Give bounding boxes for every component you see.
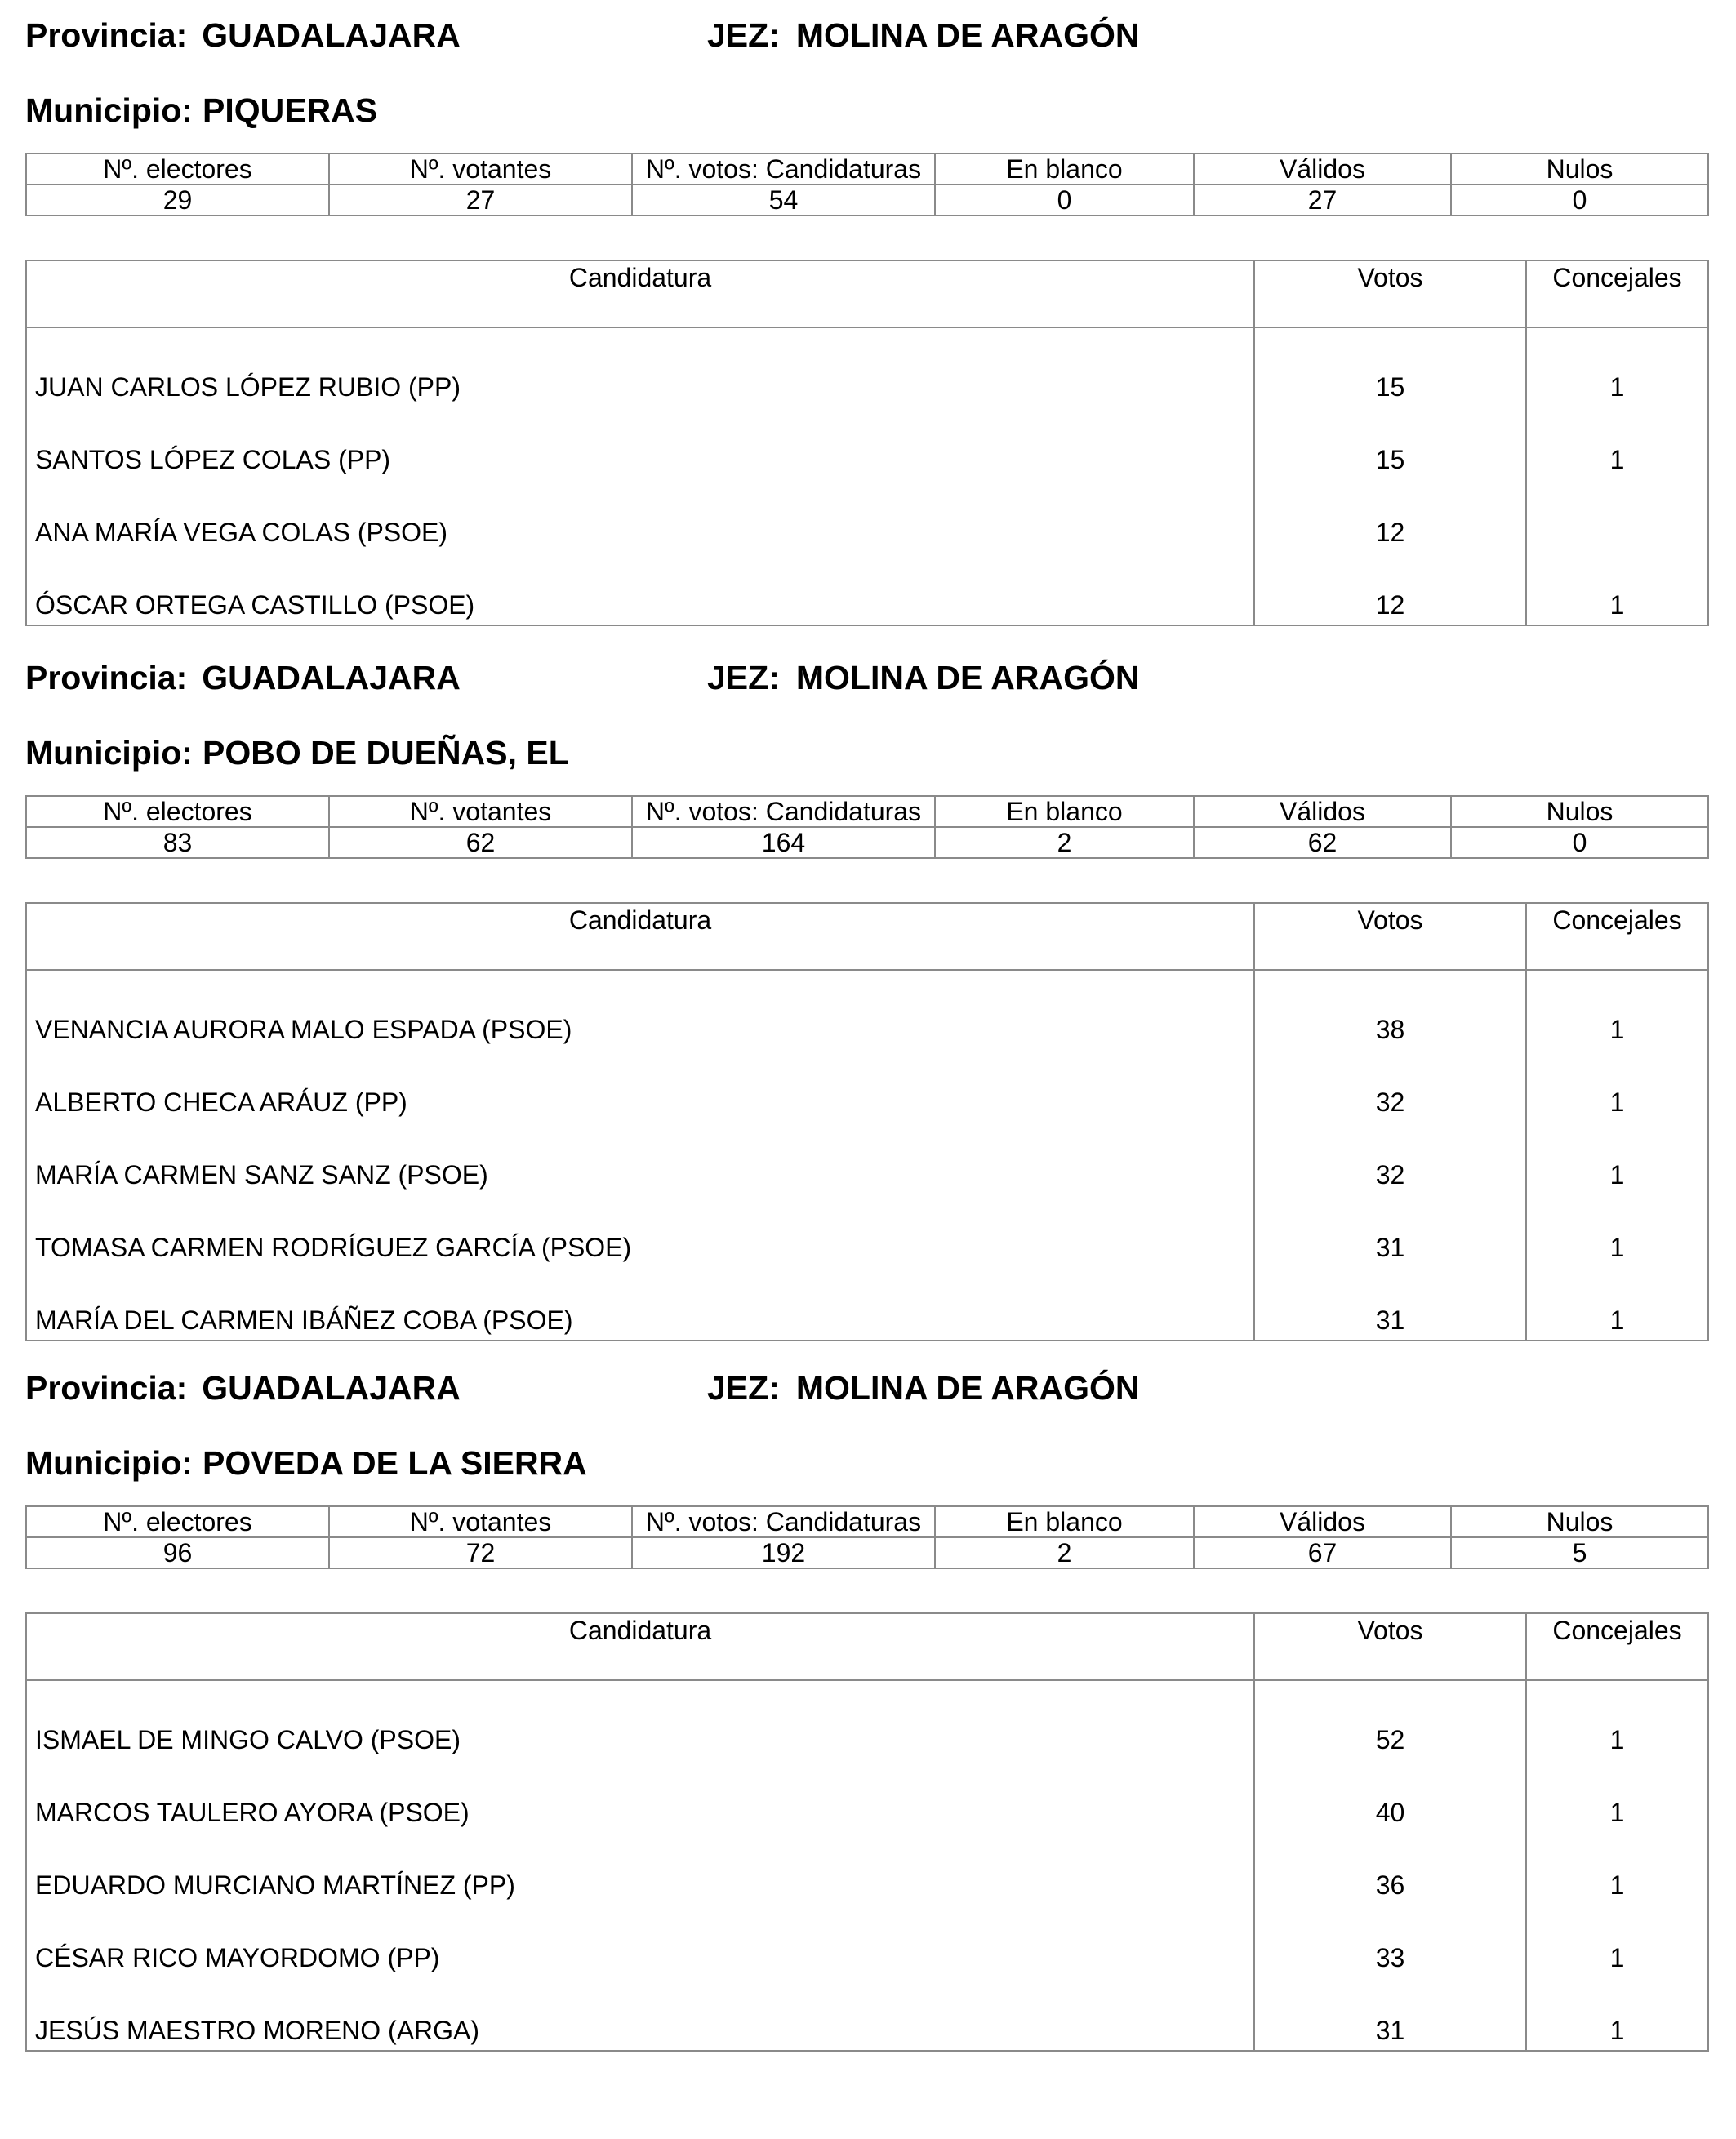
stats-values-row <box>26 1537 1708 1568</box>
candidate-row <box>26 970 1708 1049</box>
jez-label: JEZ: <box>707 1369 780 1407</box>
candidate-row <box>26 1267 1708 1341</box>
candidates-header-row <box>26 260 1708 327</box>
candidate-name: MARÍA DEL CARMEN IBÁÑEZ COBA (PSOE) <box>26 1267 1254 1341</box>
stat-value-electores: 29 <box>26 185 329 216</box>
column-header-votos: Votos <box>1254 1613 1526 1680</box>
stat-header-votantes: Nº. votantes <box>329 153 632 185</box>
municipio-value: POVEDA DE LA SIERRA <box>202 1444 587 1482</box>
stat-header-nulos: Nulos <box>1451 796 1708 827</box>
stat-value-nulos: 0 <box>1451 185 1708 216</box>
provincia-header <box>25 657 461 698</box>
jez-header <box>707 1367 1139 1408</box>
candidate-votos: 32 <box>1254 1122 1526 1194</box>
candidate-row <box>26 1049 1708 1122</box>
stats-header-row <box>26 1506 1708 1537</box>
candidate-concejales: 1 <box>1526 1977 1708 2051</box>
jez-header <box>707 15 1139 56</box>
stat-header-votos-candidaturas: Nº. votos: Candidaturas <box>632 153 935 185</box>
candidate-row <box>26 407 1708 479</box>
candidate-row <box>26 1905 1708 1977</box>
stat-header-validos: Válidos <box>1194 1506 1451 1537</box>
candidate-votos: 12 <box>1254 479 1526 552</box>
candidate-name: SANTOS LÓPEZ COLAS (PP) <box>26 407 1254 479</box>
jez-value: MOLINA DE ARAGÓN <box>795 659 1140 696</box>
stat-value-votantes: 72 <box>329 1537 632 1568</box>
stat-header-electores: Nº. electores <box>26 153 329 185</box>
stat-header-nulos: Nulos <box>1451 153 1708 185</box>
candidate-votos: 40 <box>1254 1759 1526 1832</box>
candidates-table <box>25 902 1709 1341</box>
candidate-votos: 33 <box>1254 1905 1526 1977</box>
stat-value-nulos: 5 <box>1451 1537 1708 1568</box>
stat-header-votantes: Nº. votantes <box>329 796 632 827</box>
candidate-votos: 31 <box>1254 1977 1526 2051</box>
candidates-table <box>25 1612 1709 2052</box>
candidate-name: JUAN CARLOS LÓPEZ RUBIO (PP) <box>26 327 1254 407</box>
provincia-header <box>25 15 461 56</box>
jez-label: JEZ: <box>707 16 780 54</box>
candidate-votos: 12 <box>1254 552 1526 625</box>
municipio-header <box>25 732 569 773</box>
municipio-label: Municipio: <box>25 1444 193 1482</box>
provincia-value: GUADALAJARA <box>202 16 461 54</box>
stat-value-electores: 83 <box>26 827 329 858</box>
candidate-row <box>26 1194 1708 1267</box>
stat-value-en-blanco: 0 <box>935 185 1194 216</box>
candidate-concejales: 1 <box>1526 1759 1708 1832</box>
column-header-votos: Votos <box>1254 260 1526 327</box>
column-header-concejales: Concejales <box>1526 903 1708 970</box>
provincia-label: Provincia: <box>25 1369 188 1407</box>
candidate-name: TOMASA CARMEN RODRÍGUEZ GARCÍA (PSOE) <box>26 1194 1254 1267</box>
stats-table <box>25 153 1709 216</box>
candidate-votos: 15 <box>1254 327 1526 407</box>
provincia-value: GUADALAJARA <box>202 659 461 696</box>
provincia-label: Provincia: <box>25 16 188 54</box>
stat-header-electores: Nº. electores <box>26 1506 329 1537</box>
stats-header-row <box>26 153 1708 185</box>
municipio-label: Municipio: <box>25 734 193 772</box>
stat-value-nulos: 0 <box>1451 827 1708 858</box>
candidate-votos: 36 <box>1254 1832 1526 1905</box>
column-header-votos: Votos <box>1254 903 1526 970</box>
candidate-votos: 31 <box>1254 1267 1526 1341</box>
candidate-votos: 15 <box>1254 407 1526 479</box>
stat-header-votos-candidaturas: Nº. votos: Candidaturas <box>632 1506 935 1537</box>
candidate-name: ANA MARÍA VEGA COLAS (PSOE) <box>26 479 1254 552</box>
stat-header-nulos: Nulos <box>1451 1506 1708 1537</box>
candidate-name: ISMAEL DE MINGO CALVO (PSOE) <box>26 1680 1254 1759</box>
candidate-row <box>26 327 1708 407</box>
candidate-concejales: 1 <box>1526 970 1708 1049</box>
stat-header-votantes: Nº. votantes <box>329 1506 632 1537</box>
candidate-name: EDUARDO MURCIANO MARTÍNEZ (PP) <box>26 1832 1254 1905</box>
candidate-name: JESÚS MAESTRO MORENO (ARGA) <box>26 1977 1254 2051</box>
stat-header-votos-candidaturas: Nº. votos: Candidaturas <box>632 796 935 827</box>
column-header-concejales: Concejales <box>1526 1613 1708 1680</box>
municipio-header <box>25 1443 587 1483</box>
candidate-concejales: 1 <box>1526 1832 1708 1905</box>
jez-header <box>707 657 1139 698</box>
stat-value-validos: 67 <box>1194 1537 1451 1568</box>
stat-value-en-blanco: 2 <box>935 827 1194 858</box>
stat-value-votantes: 27 <box>329 185 632 216</box>
candidate-votos: 32 <box>1254 1049 1526 1122</box>
candidate-concejales: 1 <box>1526 1680 1708 1759</box>
stats-values-row <box>26 185 1708 216</box>
candidate-row <box>26 552 1708 625</box>
stats-values-row <box>26 827 1708 858</box>
jez-value: MOLINA DE ARAGÓN <box>795 16 1140 54</box>
stat-value-validos: 27 <box>1194 185 1451 216</box>
stats-header-row <box>26 796 1708 827</box>
stat-header-validos: Válidos <box>1194 796 1451 827</box>
candidates-header-row <box>26 1613 1708 1680</box>
candidate-concejales: 1 <box>1526 1122 1708 1194</box>
stat-value-votos-candidaturas: 164 <box>632 827 935 858</box>
candidate-name: ÓSCAR ORTEGA CASTILLO (PSOE) <box>26 552 1254 625</box>
candidate-name: CÉSAR RICO MAYORDOMO (PP) <box>26 1905 1254 1977</box>
candidate-concejales: 1 <box>1526 1049 1708 1122</box>
candidate-concejales: 1 <box>1526 407 1708 479</box>
candidates-header-row <box>26 903 1708 970</box>
column-header-concejales: Concejales <box>1526 260 1708 327</box>
candidate-votos: 38 <box>1254 970 1526 1049</box>
candidate-name: ALBERTO CHECA ARÁUZ (PP) <box>26 1049 1254 1122</box>
candidate-name: VENANCIA AURORA MALO ESPADA (PSOE) <box>26 970 1254 1049</box>
stat-header-electores: Nº. electores <box>26 796 329 827</box>
stat-header-en-blanco: En blanco <box>935 796 1194 827</box>
stat-value-votos-candidaturas: 54 <box>632 185 935 216</box>
stat-value-votantes: 62 <box>329 827 632 858</box>
candidate-concejales <box>1526 479 1708 552</box>
candidate-row <box>26 1680 1708 1759</box>
stats-table <box>25 1505 1709 1569</box>
candidate-row <box>26 1832 1708 1905</box>
stat-value-votos-candidaturas: 192 <box>632 1537 935 1568</box>
candidate-concejales: 1 <box>1526 1194 1708 1267</box>
candidate-votos: 31 <box>1254 1194 1526 1267</box>
stat-header-en-blanco: En blanco <box>935 1506 1194 1537</box>
candidate-concejales: 1 <box>1526 1267 1708 1341</box>
candidate-name: MARCOS TAULERO AYORA (PSOE) <box>26 1759 1254 1832</box>
stats-table <box>25 795 1709 859</box>
candidate-concejales: 1 <box>1526 1905 1708 1977</box>
jez-label: JEZ: <box>707 659 780 696</box>
candidate-concejales: 1 <box>1526 327 1708 407</box>
candidate-row <box>26 1759 1708 1832</box>
candidate-row <box>26 1977 1708 2051</box>
candidates-table <box>25 260 1709 626</box>
candidate-row <box>26 1122 1708 1194</box>
stat-header-validos: Válidos <box>1194 153 1451 185</box>
column-header-candidatura: Candidatura <box>26 903 1254 970</box>
provincia-header <box>25 1367 461 1408</box>
provincia-value: GUADALAJARA <box>202 1369 461 1407</box>
column-header-candidatura: Candidatura <box>26 1613 1254 1680</box>
stat-header-en-blanco: En blanco <box>935 153 1194 185</box>
stat-value-validos: 62 <box>1194 827 1451 858</box>
municipio-label: Municipio: <box>25 91 193 129</box>
jez-value: MOLINA DE ARAGÓN <box>795 1369 1140 1407</box>
candidate-row <box>26 479 1708 552</box>
municipio-value: PIQUERAS <box>202 91 378 129</box>
stat-value-en-blanco: 2 <box>935 1537 1194 1568</box>
candidate-name: MARÍA CARMEN SANZ SANZ (PSOE) <box>26 1122 1254 1194</box>
candidate-votos: 52 <box>1254 1680 1526 1759</box>
stat-value-electores: 96 <box>26 1537 329 1568</box>
municipio-header <box>25 90 377 131</box>
column-header-candidatura: Candidatura <box>26 260 1254 327</box>
candidate-concejales: 1 <box>1526 552 1708 625</box>
municipio-value: POBO DE DUEÑAS, EL <box>202 734 569 772</box>
provincia-label: Provincia: <box>25 659 188 696</box>
